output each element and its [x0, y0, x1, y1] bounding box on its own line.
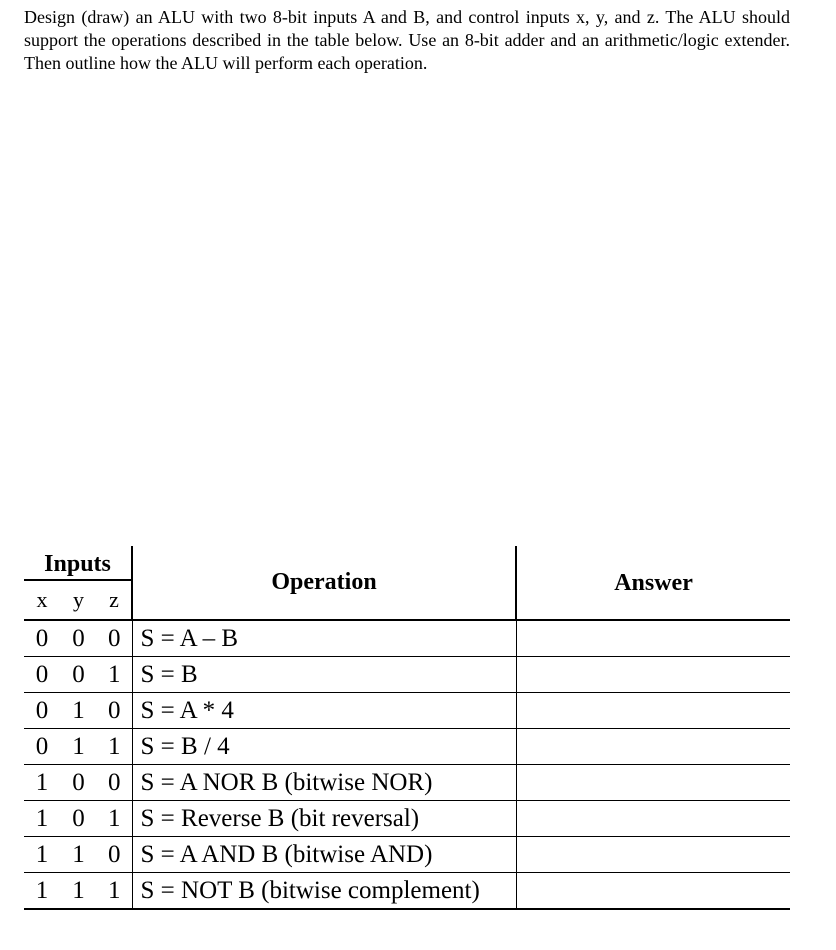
- y-cell: 0: [60, 765, 97, 801]
- z-cell: 0: [97, 620, 132, 657]
- table-row: [24, 765, 790, 801]
- z-cell: 1: [97, 657, 132, 693]
- answer-cell[interactable]: [516, 873, 790, 910]
- answer-cell[interactable]: [516, 837, 790, 873]
- x-cell: 0: [24, 620, 60, 657]
- x-cell: 1: [24, 873, 60, 910]
- header-row-top: [24, 546, 790, 580]
- table-row: [24, 837, 790, 873]
- z-cell: 0: [97, 837, 132, 873]
- table-row: [24, 729, 790, 765]
- answer-cell[interactable]: [516, 765, 790, 801]
- operation-cell: S = A – B: [132, 620, 516, 657]
- answer-header: Answer: [516, 546, 790, 620]
- operation-cell: S = B: [132, 657, 516, 693]
- x-cell: 0: [24, 657, 60, 693]
- z-cell: 1: [97, 801, 132, 837]
- x-cell: 1: [24, 837, 60, 873]
- operation-header: Operation: [132, 546, 516, 620]
- z-cell: 1: [97, 873, 132, 910]
- operation-cell: S = B / 4: [132, 729, 516, 765]
- x-cell: 0: [24, 693, 60, 729]
- x-cell: 0: [24, 729, 60, 765]
- y-cell: 0: [60, 657, 97, 693]
- z-cell: 0: [97, 693, 132, 729]
- y-cell: 1: [60, 873, 97, 910]
- y-cell: 0: [60, 620, 97, 657]
- alu-operations-table-container: [24, 546, 790, 910]
- x-cell: 1: [24, 765, 60, 801]
- operation-cell: S = A * 4: [132, 693, 516, 729]
- inputs-header: Inputs: [24, 546, 132, 580]
- x-header: x: [24, 580, 60, 620]
- z-header: z: [97, 580, 132, 620]
- operation-cell: S = A AND B (bitwise AND): [132, 837, 516, 873]
- y-cell: 1: [60, 729, 97, 765]
- table-row: [24, 657, 790, 693]
- answer-cell[interactable]: [516, 693, 790, 729]
- alu-operations-table: [24, 546, 790, 910]
- operation-cell: S = NOT B (bitwise complement): [132, 873, 516, 910]
- table-row: [24, 693, 790, 729]
- operation-cell: S = A NOR B (bitwise NOR): [132, 765, 516, 801]
- table-row: [24, 801, 790, 837]
- y-header: y: [60, 580, 97, 620]
- y-cell: 1: [60, 837, 97, 873]
- y-cell: 1: [60, 693, 97, 729]
- operation-cell: S = Reverse B (bit reversal): [132, 801, 516, 837]
- z-cell: 1: [97, 729, 132, 765]
- x-cell: 1: [24, 801, 60, 837]
- z-cell: 0: [97, 765, 132, 801]
- table-row: [24, 620, 790, 657]
- answer-cell[interactable]: [516, 620, 790, 657]
- answer-cell[interactable]: [516, 801, 790, 837]
- answer-cell[interactable]: [516, 729, 790, 765]
- table-row: [24, 873, 790, 910]
- y-cell: 0: [60, 801, 97, 837]
- answer-cell[interactable]: [516, 657, 790, 693]
- problem-statement: Design (draw) an ALU with two 8-bit inputs A and B, and control inputs x, y, and z. The ALU should support the operations described in the table below. Use an 8-bit adder and an arithmetic/logic extender. Then outline how the ALU will perform each operation.: [24, 7, 790, 73]
